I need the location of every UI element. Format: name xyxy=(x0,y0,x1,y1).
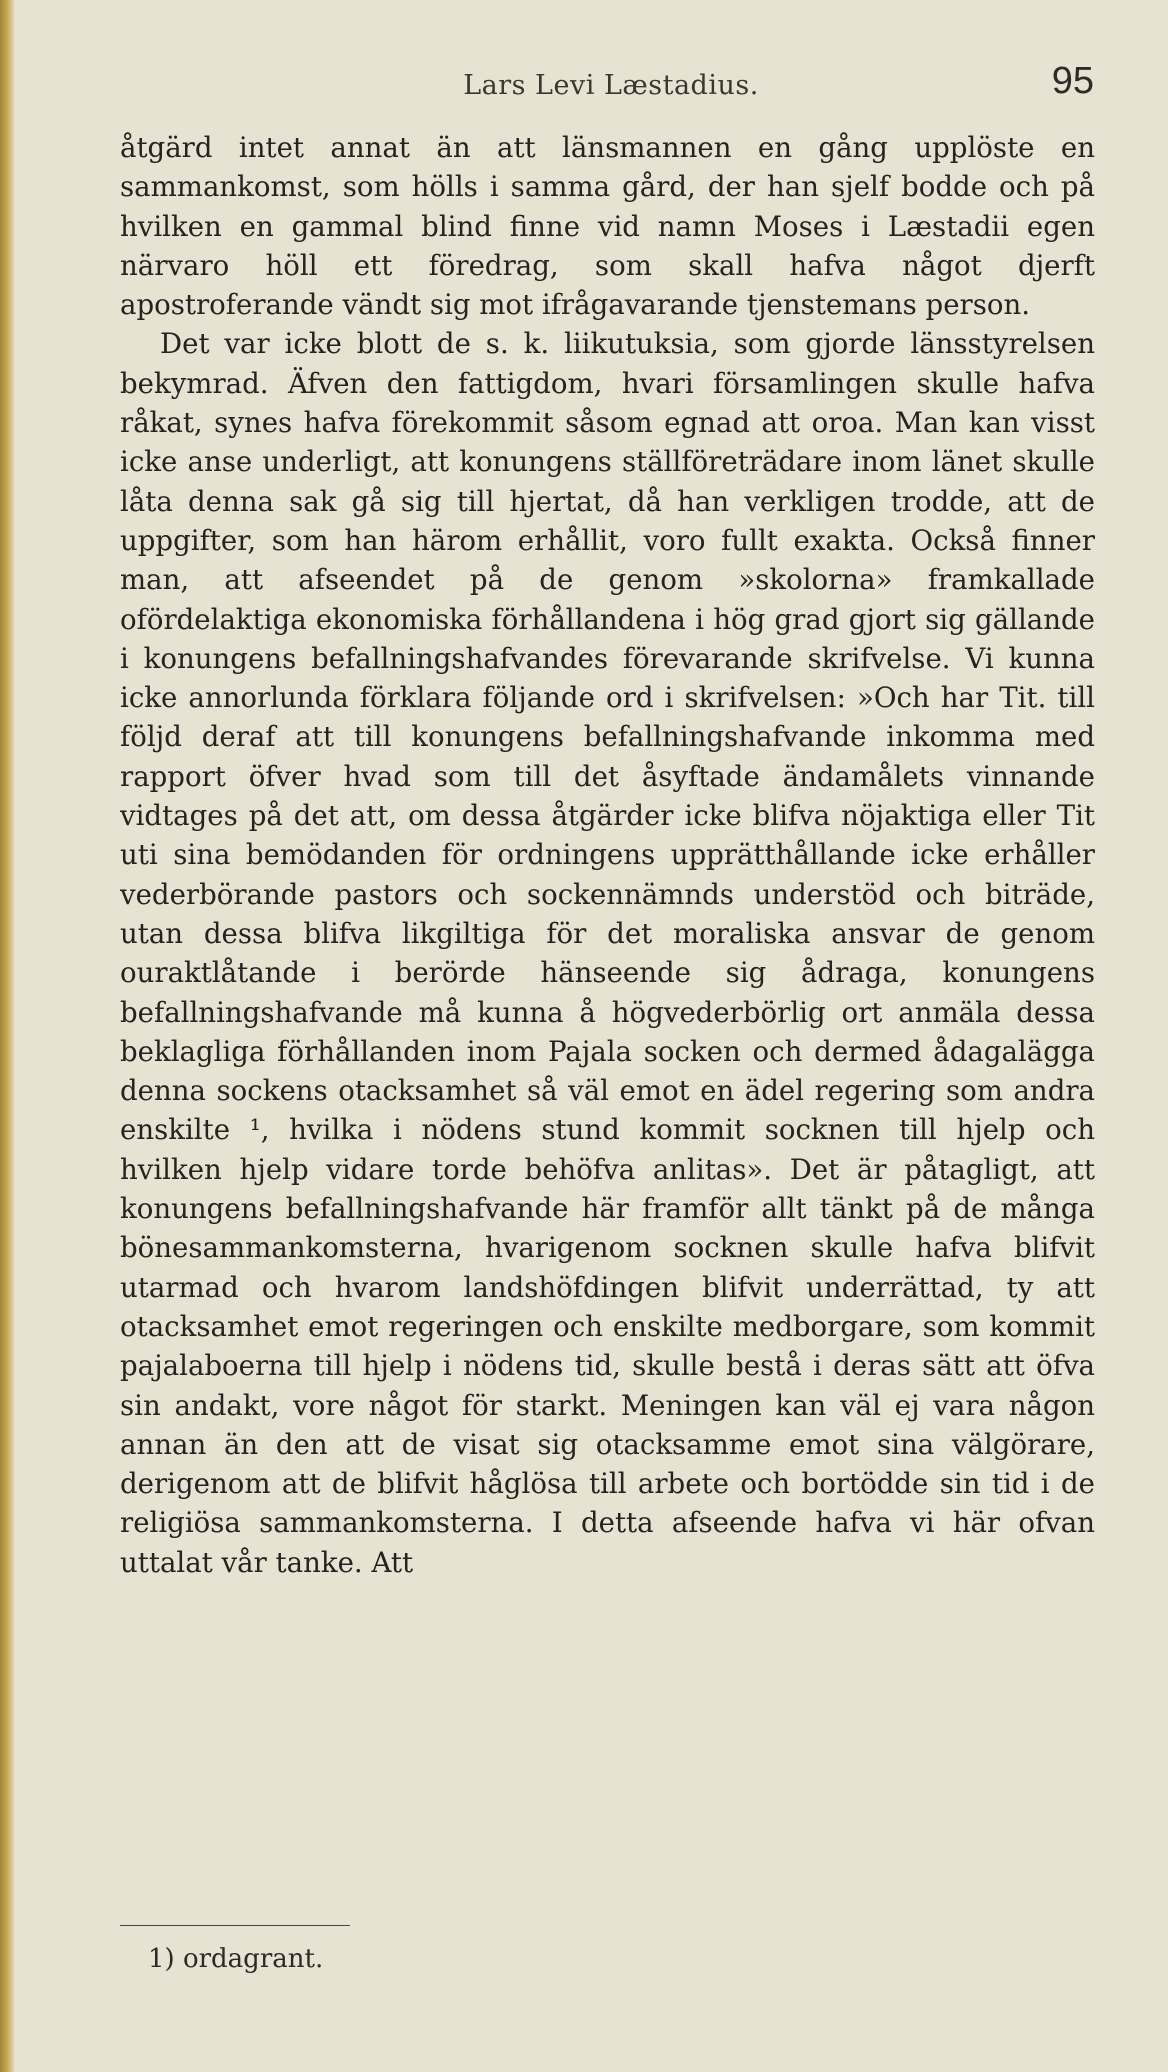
book-page xyxy=(48,0,1128,2072)
footnote xyxy=(148,1944,323,1974)
page-header xyxy=(128,60,1094,120)
footnote-marker: 1) xyxy=(148,1944,175,1974)
page-number: 95 xyxy=(1051,60,1094,102)
footnote-text: ordagrant. xyxy=(182,1944,324,1974)
footnote-divider xyxy=(120,1925,350,1926)
paragraph-2: Det var icke blott de s. k. liikutuksia, som gjorde länsstyrelsen bekymrad. Äfven den fattigdom, hvari församlingen skulle hafva råkat, synes hafva förekommit såsom egnad att oroa. Man kan visst icke anse underligt, att konungens ställföreträdare inom länet skulle låta denna sak gå sig till hjertat, då han verkligen trodde, att de uppgifter, som han härom erhållit, voro fullt exakta. Också finner man, att afseendet på de genom »skolorna» framkallade ofördelaktiga ekonomiska förhållandena i hög grad gjort sig gällande i konungens befallningshafvandes förevarande skrifvelse. Vi kunna icke annorlunda förklara följande ord i skrifvelsen: »Och har Tit. till följd deraf att till konungens befallningshafvande inkomma med rapport öfver hvad som till det åsyftade ändamålets vinnande vidtages på det att, om dessa åtgärder icke blifva nöjaktiga eller Tit uti sina bemödanden för ordningens upprätthållande icke erhåller vederbörande pastors och sockennämnds understöd och biträde, utan dessa blifva likgiltiga för det moraliska ansvar de genom ouraktlåtande i berörde hänseende sig ådraga, konungens befallningshafvande må kunna å högvederbörlig ort anmäla dessa beklagliga förhållanden inom Pajala socken och dermed ådagalägga denna sockens otacksamhet så väl emot en ädel regering som andra enskilte ¹, hvilka i nödens stund kommit socknen till hjelp och hvilken hjelp vidare torde behöfva anlitas». Det är påtagligt, att konungens befallningshafvande här framför allt tänkt på de många bönesammankomsterna, hvarigenom socknen skulle hafva blifvit utarmad och hvarom landshöfdingen blifvit underrättad, ty att otacksamhet emot regeringen och enskilte medborgare, som kommit pajalaboerna till hjelp i nödens tid, skulle bestå i deras sätt att öfva sin andakt, vore något för starkt. Meningen kan väl ej vara någon annan än den att de visat sig otacksamme emot sina välgörare, derigenom att de blifvit håglösa till arbete och bortödde sin tid i de religiösa sammankomsterna. I detta afseende hafva vi här ofvan uttalat vår tanke. Att xyxy=(120,327,1095,1579)
running-head: Lars Levi Læstadius. xyxy=(463,70,759,101)
binding-edge xyxy=(0,0,14,2072)
paragraph-1: åtgärd intet annat än att länsmannen en gång upplöste en sammankomst, som hölls i samma gård, der han sjelf bodde och på hvilken en gammal blind finne vid namn Moses i Læstadii egen närvaro höll ett föredrag, som skall hafva något djerft apostroferande vändt sig mot ifrågavarande tjenstemans person. xyxy=(120,131,1095,322)
body-text xyxy=(120,128,1095,1582)
